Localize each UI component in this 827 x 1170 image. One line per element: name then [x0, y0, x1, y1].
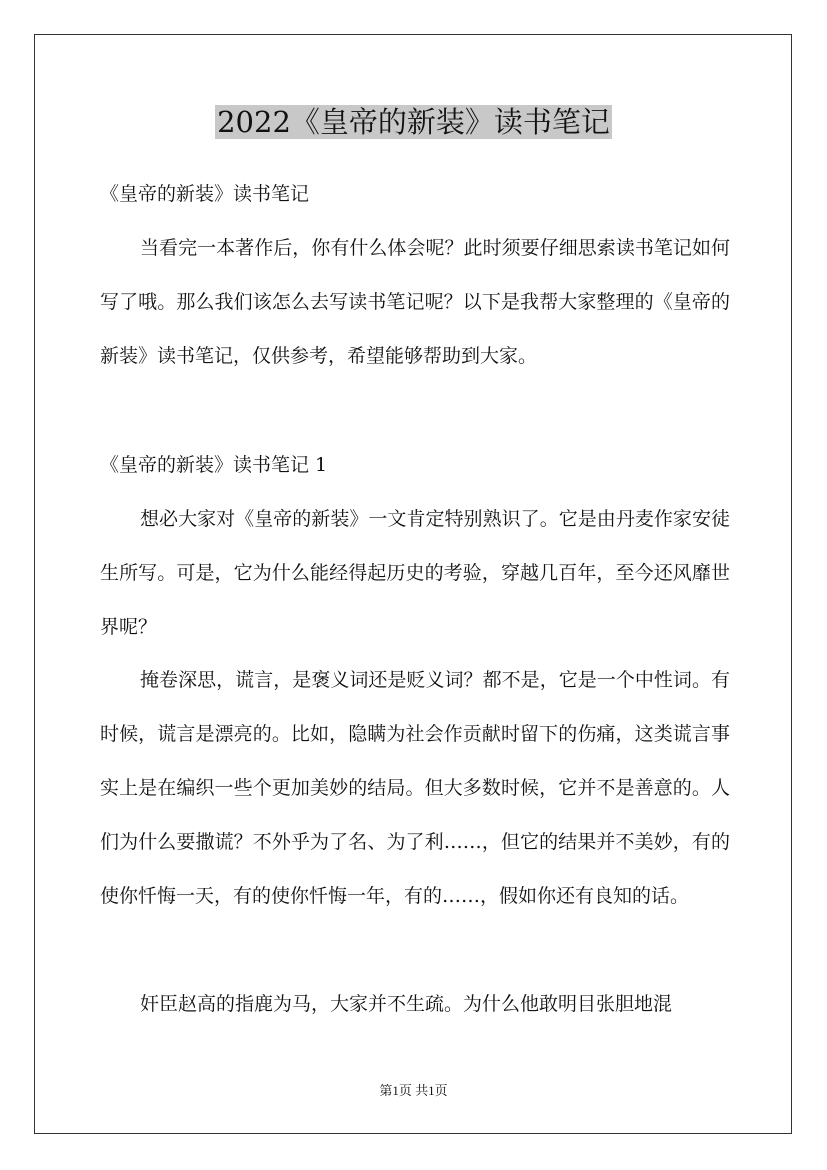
intro-paragraph: 当看完一本著作后，你有什么体会呢？此时须要仔细思索读书笔记如何写了哦。那么我们该怎么去写读书笔记呢？以下是我帮大家整理的《皇帝的新装》读书笔记，仅供参考，希望能够帮助到大家。 [100, 237, 730, 367]
document-title: 2022《皇帝的新装》读书笔记 [217, 105, 610, 139]
body-paragraph-1: 想必大家对《皇帝的新装》一文肯定特别熟识了。它是由丹麦作家安徒生所写。可是，它为什么能经得起历史的考验，穿越几百年，至今还风靡世界呢？ [100, 508, 730, 638]
body-paragraph-2: 掩卷深思，谎言，是褒义词还是贬义词？都不是，它是一个中性词。有时候，谎言是漂亮的。比如，隐瞒为社会作贡献时留下的伤痛，这类谎言事实上是在编织一些个更加美妙的结局。但大多数时候，它并不是善意的。人们为什么要撒谎？不外乎为了名、为了利……，但它的结果并不美妙，有的使你忏悔一天，有的使你忏悔一年，有的……，假如你还有良知的话。 [100, 669, 730, 907]
page-footer: 第1页 共1页 [379, 1083, 448, 1098]
body-paragraph-3: 奸臣赵高的指鹿为马，大家并不生疏。为什么他敢明目张胆地混 [140, 993, 673, 1015]
section-heading-1: 《皇帝的新装》读书笔记 1 [100, 454, 328, 476]
document-subtitle: 《皇帝的新装》读书笔记 [100, 183, 310, 205]
